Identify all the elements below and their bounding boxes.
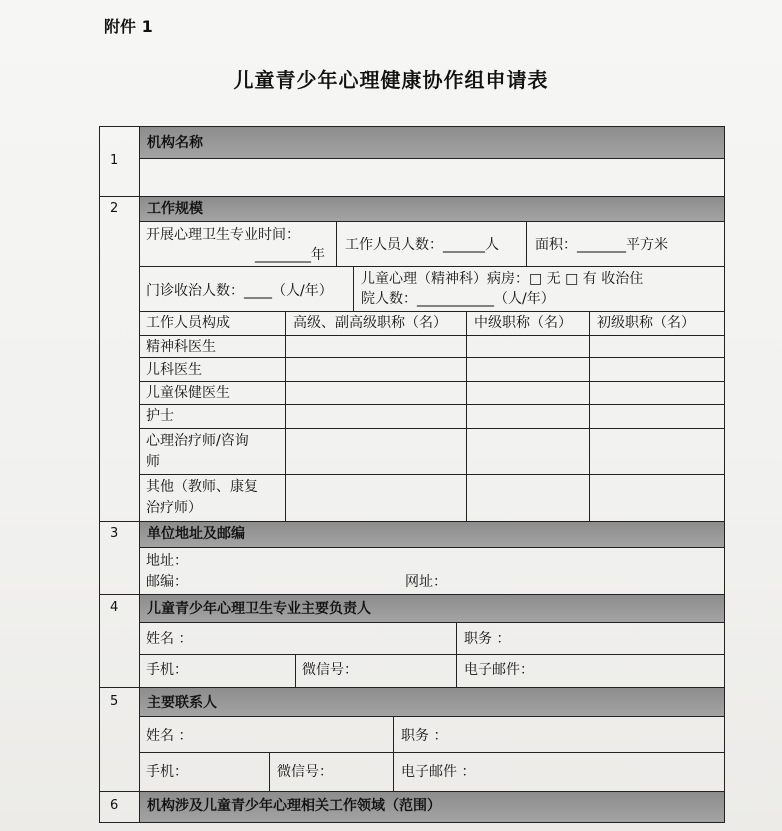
section-label: 单位地址及邮编 bbox=[147, 526, 245, 542]
contact-phone-field[interactable]: 手机： bbox=[146, 764, 188, 780]
staff-row-label: 治疗师） bbox=[146, 500, 202, 516]
section-number: 6 bbox=[110, 798, 119, 813]
section2-band bbox=[139, 197, 724, 221]
contact-name-field[interactable]: 姓名 ： bbox=[146, 728, 193, 744]
staff-table-header: 中级职称（名） bbox=[474, 315, 572, 331]
section-number: 5 bbox=[110, 694, 119, 709]
lead-name-field[interactable]: 姓名 ： bbox=[146, 631, 193, 647]
website-field[interactable]: 网址： bbox=[405, 574, 447, 590]
section-label: 主要联系人 bbox=[147, 695, 217, 711]
staff-row-label: 心理治疗师/咨询 bbox=[146, 433, 249, 449]
contact-wechat-field[interactable]: 微信号： bbox=[277, 764, 333, 780]
staff-row-label: 儿科医生 bbox=[146, 362, 202, 378]
staff-row-label: 护士 bbox=[146, 408, 174, 424]
attachment-label: 附件 1 bbox=[104, 17, 153, 36]
staff-table-header: 初级职称（名） bbox=[597, 315, 695, 331]
address-field[interactable]: 地址： bbox=[146, 553, 188, 569]
section-number: 1 bbox=[110, 153, 119, 168]
staff-row-label: 儿童保健医生 bbox=[146, 385, 230, 401]
contact-email-field[interactable]: 电子邮件 ： bbox=[401, 764, 476, 780]
ward-field[interactable]: 儿童心理（精神科）病房：□ 无 □ 有 收治住 bbox=[361, 271, 644, 287]
section-number: 2 bbox=[110, 201, 119, 216]
form-title: 儿童青少年心理健康协作组申请表 bbox=[233, 68, 549, 92]
lead-phone-field[interactable]: 手机： bbox=[146, 662, 188, 678]
contact-position-field[interactable]: 职务 ： bbox=[401, 728, 448, 744]
lead-wechat-field[interactable]: 微信号： bbox=[302, 662, 358, 678]
start-time-label: 开展心理卫生专业时间： bbox=[146, 227, 300, 243]
section5-band bbox=[139, 688, 724, 716]
section-label: 机构涉及儿童青少年心理相关工作领域（范围） bbox=[147, 798, 441, 814]
staff-row-label: 精神科医生 bbox=[146, 339, 216, 355]
staff-count-field[interactable]: 工作人员人数：______人 bbox=[345, 237, 499, 253]
ward-admissions-field[interactable]: 院人数：___________（人/年） bbox=[361, 291, 555, 307]
lead-email-field[interactable]: 电子邮件： bbox=[464, 662, 534, 678]
staff-row-label: 师 bbox=[146, 454, 160, 470]
postcode-field[interactable]: 邮编： bbox=[146, 574, 188, 590]
staff-table-header: 高级、副高级职称（名） bbox=[293, 315, 447, 331]
section-number: 4 bbox=[110, 600, 119, 615]
staff-table-header: 工作人员构成 bbox=[146, 315, 230, 331]
section-label: 机构名称 bbox=[147, 135, 203, 151]
lead-position-field[interactable]: 职务 ： bbox=[464, 631, 511, 647]
section1-band bbox=[139, 127, 724, 158]
outpatient-field[interactable]: 门诊收治人数：____（人/年） bbox=[146, 283, 333, 299]
staff-row-label: 其他（教师、康复 bbox=[146, 479, 258, 495]
section-number: 3 bbox=[110, 526, 119, 541]
area-field[interactable]: 面积：_______平方米 bbox=[535, 237, 668, 253]
start-time-field[interactable]: ________年 bbox=[255, 247, 325, 263]
section-label: 工作规模 bbox=[147, 201, 203, 217]
section-label: 儿童青少年心理卫生专业主要负责人 bbox=[147, 601, 371, 617]
